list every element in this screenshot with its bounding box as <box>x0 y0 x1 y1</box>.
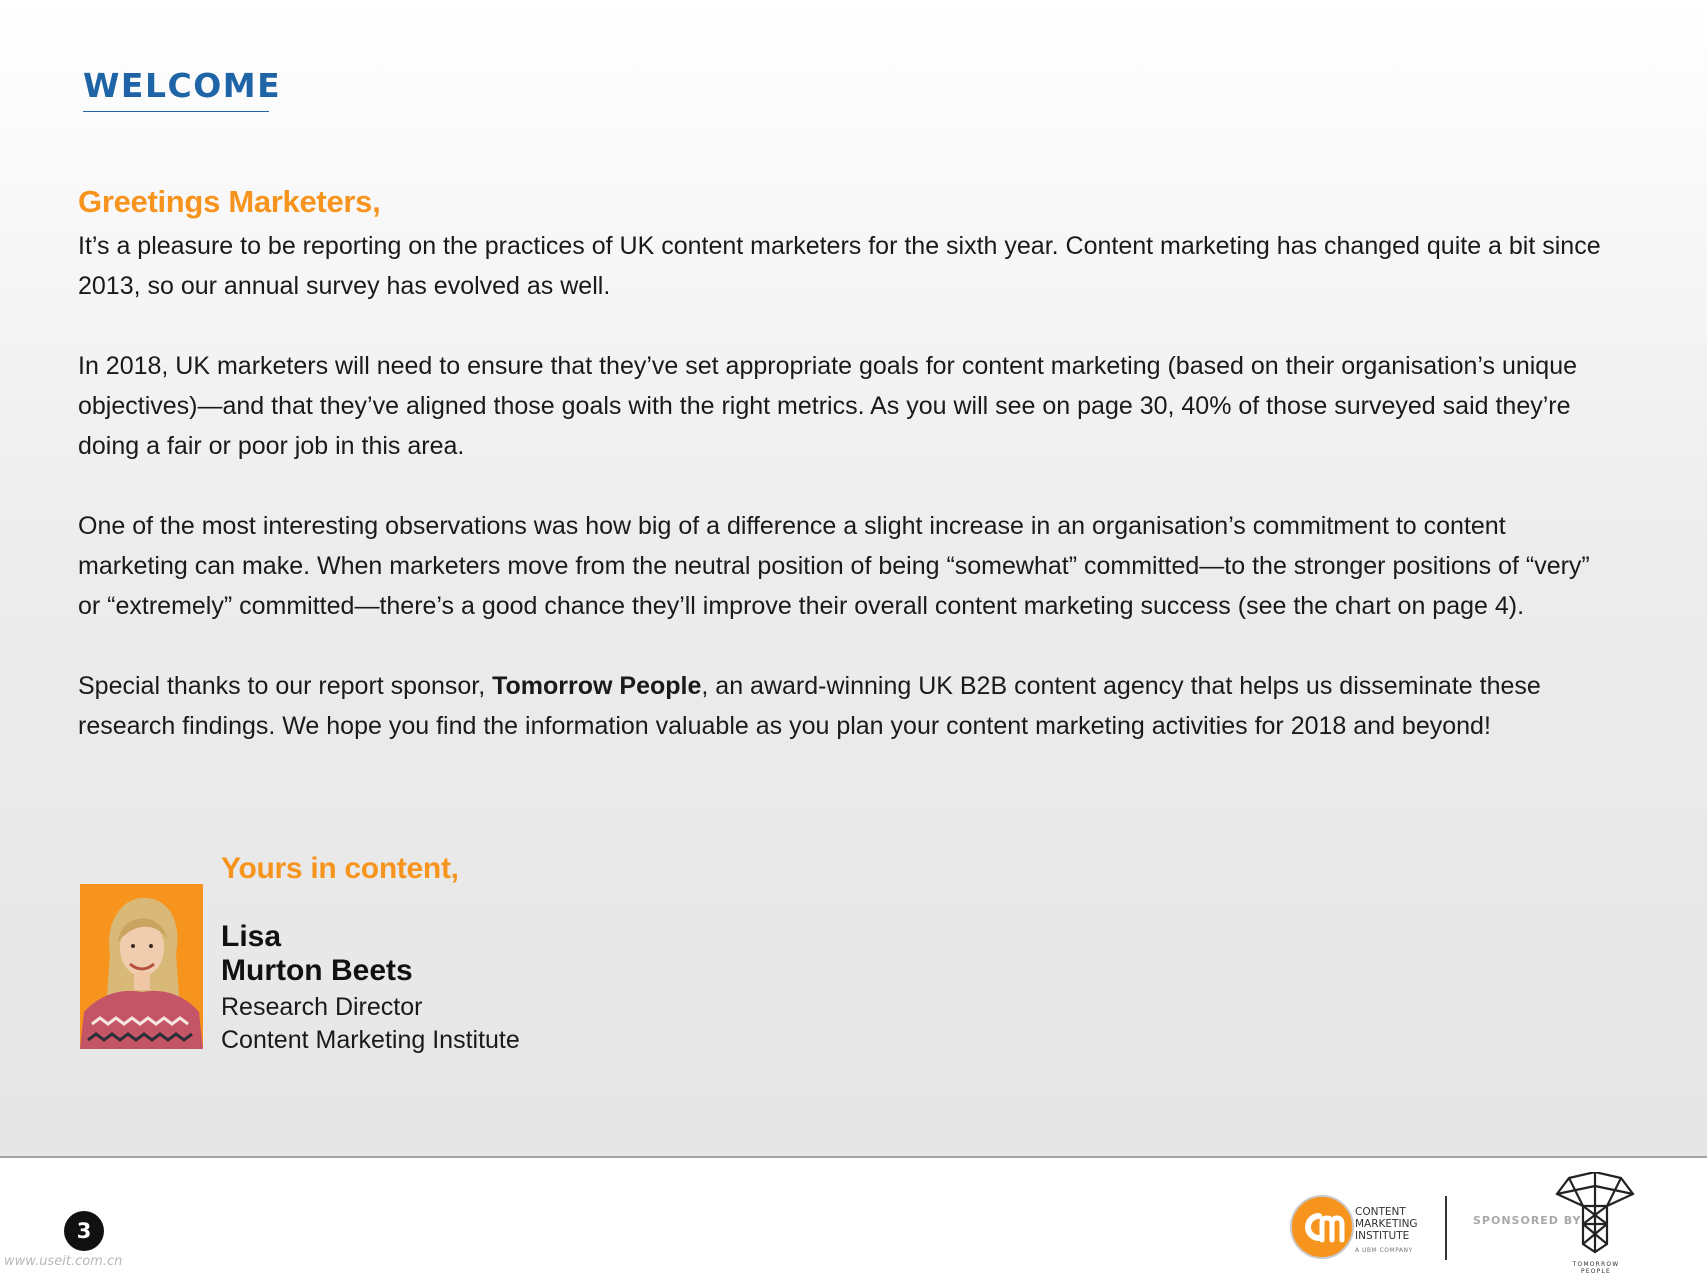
watermark: www.useit.com.cn <box>4 1254 123 1269</box>
tomorrow-people-logo-icon <box>1555 1172 1635 1254</box>
author-details <box>221 991 520 1057</box>
author-first-name: Lisa <box>221 920 282 953</box>
paragraph-4-start: Special thanks to our report sponsor, <box>78 672 493 700</box>
paragraph-3: One of the most interesting observations was how big of a difference a slight increase in an organisation’s commitment to content marketing can make. When marketers move from the neutral position of being “somewhat” committed—to the stronger positions of “very” or “extremely” committed—there’s a good chance they’ll improve their overall content marketing success (see the chart on page 4). <box>78 512 1590 620</box>
sponsor-logo-label: TOMORROW PEOPLE <box>1572 1261 1620 1275</box>
author-organization: Content Marketing Institute <box>221 1026 520 1054</box>
footer <box>0 1158 1707 1280</box>
cmi-logo-text <box>1355 1206 1418 1257</box>
page-number: 3 <box>64 1211 104 1251</box>
cmi-logo-line3: INSTITUTE <box>1355 1230 1410 1242</box>
portrait-image <box>80 884 203 1049</box>
paragraph-4 <box>78 666 1618 746</box>
letter-body <box>78 226 1618 786</box>
paragraph-2: In 2018, UK marketers will need to ensure that they’ve set appropriate goals for content marketing (based on their organisation’s unique objectives)—and that they’ve aligned those goals with the right metrics. As you will see on page 30, 40% of those surveyed said they’re doing a fair or poor job in this area. <box>78 352 1578 460</box>
cmi-logo-line1: CONTENT <box>1355 1206 1406 1218</box>
sponsor-name: Tomorrow People <box>492 672 702 700</box>
signoff: Yours in content, <box>221 852 459 885</box>
footer-divider <box>1445 1196 1447 1260</box>
paragraph-4-end: , an award-winning UK B2B content agency that helps us disseminate these research findings. We hope you find the information valuable as you plan your content marketing activities for 2018 and beyond! <box>78 672 1541 740</box>
cmi-logo-icon <box>1289 1194 1355 1260</box>
author-photo <box>80 884 203 1049</box>
author-name <box>221 920 413 988</box>
greeting: Greetings Marketers, <box>78 184 381 219</box>
paragraph-1: It’s a pleasure to be reporting on the practices of UK content marketers for the sixth year. Content marketing has changed quite a bit since 2013, so our annual survey has evolved as well. <box>78 232 1601 300</box>
author-role: Research Director <box>221 993 423 1021</box>
cmi-logo-tagline: A UBM COMPANY <box>1355 1247 1413 1254</box>
title-underline <box>83 111 269 112</box>
sponsored-by-label: SPONSORED BY <box>1473 1214 1582 1227</box>
cmi-logo-line2: MARKETING <box>1355 1218 1418 1230</box>
author-last-name: Murton Beets <box>221 954 413 987</box>
page-title: WELCOME <box>83 66 282 105</box>
